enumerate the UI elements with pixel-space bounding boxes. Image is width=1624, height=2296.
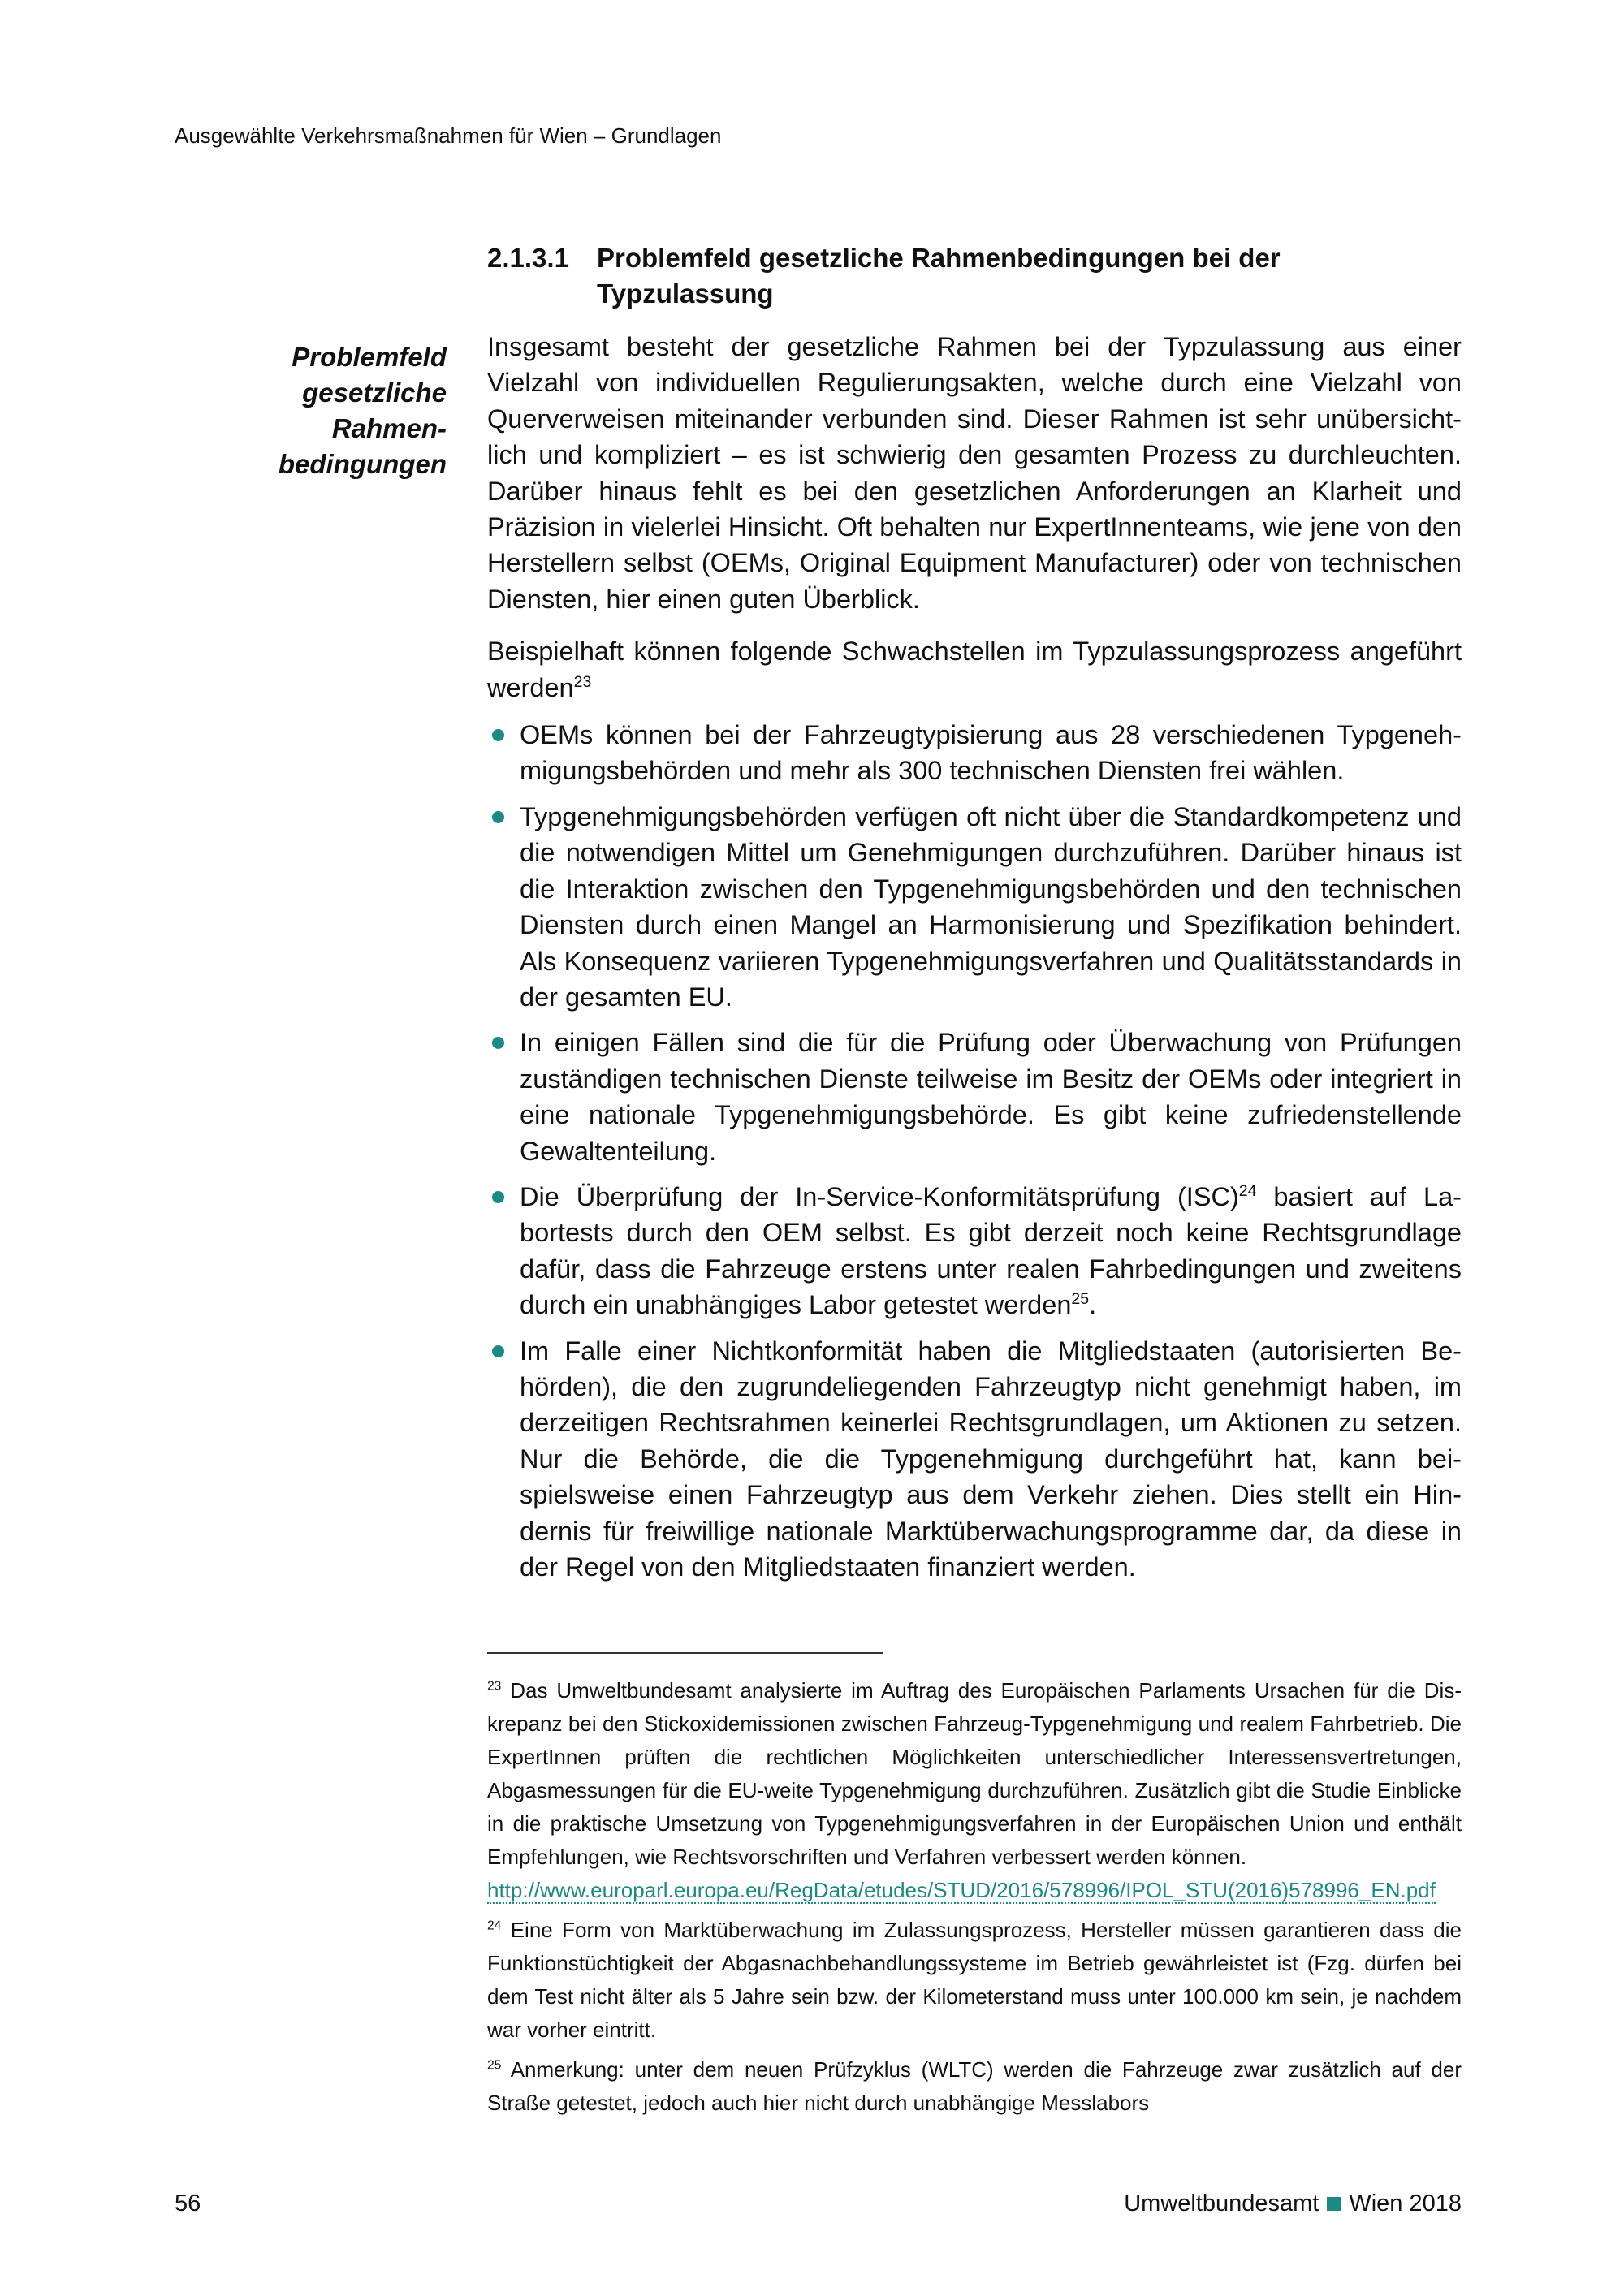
margin-note [195,339,447,482]
paragraph: Insgesamt besteht der gesetzliche Rahmen bei der Typzulassung aus einer Vielzahl von individuellen Regulierungsakten, welche durch eine Vielzahl von Querverweisen miteinander verbunden sind. Dieser Rahmen ist sehr unübersichtlich und kompliziert – es ist schwierig den gesamten Prozess zu durchleuchten. Darüber hinaus fehlt es bei den gesetzlichen Anforderungen an Klarheit und Präzision in vielerlei Hinsicht. Oft behalten nur ExpertInnenteams, wie jene von den Herstellern selbst (OEMs, Original Equipment Manufacturer) oder von technischen Diensten, hier einen guten Überblick. [487,332,1462,614]
weakness-list [487,717,1462,1585]
footnote-ref[interactable]: 24 [1238,1182,1257,1201]
footnote-ref[interactable]: 25 [1071,1290,1090,1309]
footer-place-year: Wien 2018 [1349,2190,1462,2216]
footnote [487,2053,1462,2120]
footnotes [487,1674,1462,2126]
bullet-icon [492,1191,504,1203]
margin-note-line: Rahmen- [331,413,447,443]
paragraph [487,633,1462,706]
footnote-separator [487,1652,883,1654]
bullet-icon [492,729,504,741]
footnote-number: 24 [487,1918,502,1933]
footnote-ref[interactable]: 23 [573,672,592,691]
footer-publisher: Umweltbundesamt [1124,2190,1320,2216]
list-item-text: OEMs können bei der Fahrzeugtypisierung aus 28 verschiedenen Typgenehmigungsbehörden und mehr als 300 technischen Diensten frei wählen. [520,720,1462,786]
footnote-text: Anmerkung: unter dem neuen Prüfzyklus (WLTC) werden die Fahrzeuge zwar zusätzlich auf der Straße getestet, jedoch auch hier nicht durch unabhängige Messlabors [487,2057,1462,2115]
list-item [487,1025,1462,1169]
footnote-number: 23 [487,1679,502,1694]
list-item-text: Typgenehmigungsbehörden verfügen oft nicht über die Standardkompetenz und die notwendigen Mittel um Genehmigungen durchzuführen. Darüber hinaus ist die Interaktion zwischen den Typgenehmigungsbehörden und den technischen Diensten durch einen Mangel an Harmonisierung und Spezifikation behindert. Als Konsequenz variieren Typgenehmigungsverfahren und Qualitätsstandards in der gesamten EU. [520,801,1462,1012]
footnote-link[interactable]: http://www.europarl.europa.eu/RegData/etudes/STUD/2016/578996/IPOL_STU(2016)578996_EN.pdf [487,1878,1436,1902]
footnote [487,1914,1462,2047]
list-item-text: Im Falle einer Nichtkonformität haben die Mitgliedstaaten (autorisierten Behörden), die den zugrundeliegenden Fahrzeugtyp nicht genehmigt haben, im derzeitigen Rechtsrahmen keinerlei Rechtsgrundlagen, um Aktionen zu setzen. Nur die Behörde, die die Typgenehmigung durchgeführt hat, kann beispielsweise einen Fahrzeugtyp aus dem Verkehr ziehen. Dies stellt ein Hindernis für freiwillige nationale Marktüberwachungsprogramme dar, da diese in der Regel von den Mitgliedstaaten finanziert werden. [520,1336,1462,1582]
bullet-icon [492,811,504,823]
page-number: 56 [175,2190,201,2216]
footnote [487,1674,1462,1907]
bullet-icon [492,1345,504,1357]
list-item-text: . [1089,1290,1097,1320]
square-separator-icon [1327,2197,1341,2211]
bullet-icon [492,1037,504,1049]
list-item [487,1333,1462,1586]
paragraph-text: Beispielhaft können folgende Schwachstellen im Typzulassungsprozess angeführt werden [487,637,1462,702]
running-header: Ausgewählte Verkehrsmaßnahmen für Wien – Grundlagen [175,123,722,148]
footnote-number: 25 [487,2058,502,2073]
body-text [487,329,1462,1595]
list-item-text: basiert auf Labortests durch den OEM selbst. Es gibt derzeit noch keine Rechtsgrundlage dafür, dass die Fahrzeuge erstens unter realen Fahrbedingungen und zweitens durch ein unabhängiges Labor getestet werden [520,1181,1462,1320]
margin-note-line: gesetzliche [302,378,447,408]
list-item [487,717,1462,789]
section-number: 2.1.3.1 [487,243,569,273]
list-item-text: In einigen Fällen sind die für die Prüfung oder Überwachung von Prüfungen zuständigen technischen Dienste teilweise im Besitz der OEMs oder integriert in eine nationale Typgenehmigungsbehörde. Es gibt keine zufriedenstellende Gewaltenteilung. [520,1028,1462,1166]
list-item [487,1179,1462,1323]
footnote-text: Das Umweltbundesamt analysierte im Auftrag des Europäischen Parlaments Ursachen für die Diskrepanz bei den Stickoxidemissionen zwischen Fahrzeug-Typgenehmigung und realem Fahrbetrieb. Die ExpertInnen prüften die rechtlichen Möglichkeiten unterschiedlicher Interessensvertretungen, Abgasmessungen für die EU-weite Typgenehmigung durchzuführen. Zusätzlich gibt die Studie Einblicke in die praktische Umsetzung von Typgenehmigungsverfahren in der Europäischen Union und enthält Empfehlungen, wie Rechtsvorschriften und Verfahren verbessert werden können. [487,1678,1462,1869]
section-heading [487,240,1462,312]
section-title: Problemfeld gesetzliche Rahmenbedingungen bei der Typzulassung [597,243,1281,309]
list-item [487,799,1462,1015]
margin-note-line: Problemfeld [292,342,447,372]
margin-note-line: bedingungen [278,449,447,479]
footer [1124,2190,1462,2217]
list-item-text: Die Überprüfung der In-Service-Konformitätsprüfung (ISC) [520,1181,1239,1211]
footnote-text: Eine Form von Marktüberwachung im Zulassungsprozess, Hersteller müssen garantieren dass die Funktionstüchtigkeit der Abgasnachbehandlungssysteme im Betrieb gewährleistet ist (Fzg. dürfen bei dem Test nicht älter als 5 Jahre sein bzw. der Kilometerstand muss unter 100.000 km sein, je nachdem war vorher eintritt. [487,1918,1462,2042]
